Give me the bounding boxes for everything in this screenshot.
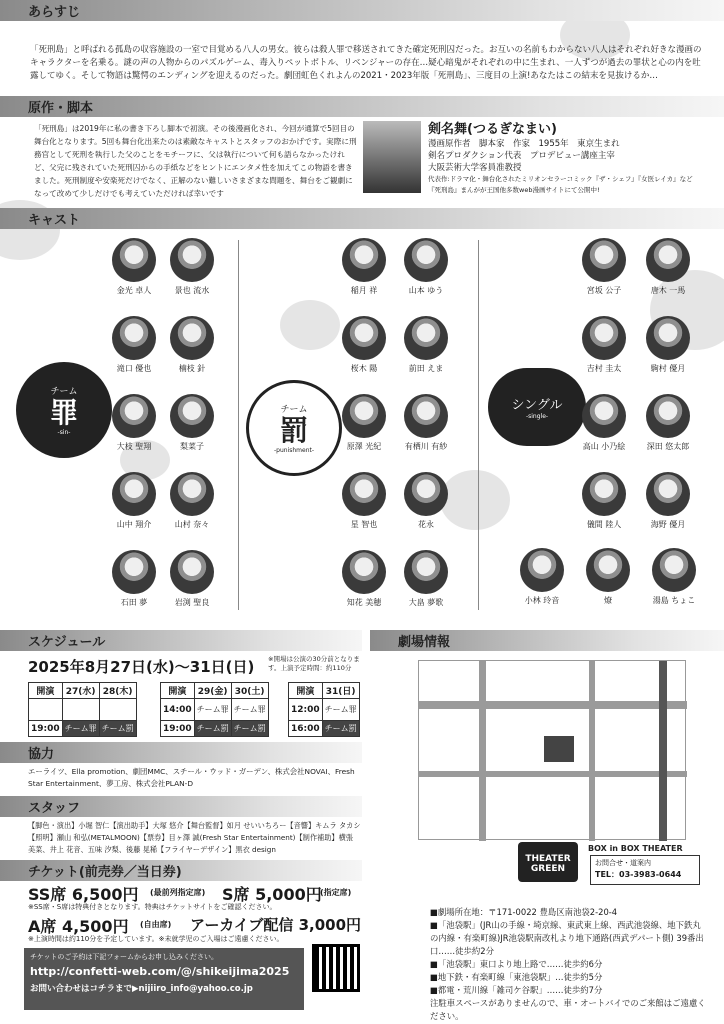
- contact-email-link[interactable]: お問い合わせはコチラまで▶nijiiro_info@yahoo.co.jp: [30, 984, 253, 994]
- single-emblem: [488, 368, 586, 446]
- team-label: チーム: [324, 705, 349, 714]
- day-cell: 31(日): [322, 683, 359, 699]
- team-label: チーム: [233, 724, 258, 733]
- venue-line: ■「池袋駅」東口より地上路で……徒歩約6分: [430, 959, 603, 969]
- cast-member: [396, 316, 456, 374]
- team-cell: [231, 699, 268, 721]
- team-cell: [62, 721, 99, 737]
- open-label: 開演: [29, 683, 63, 699]
- cast-photo: [112, 472, 156, 516]
- author-text: 「死刑島」は2019年に私の書き下ろし脚本で初演。その後漫画化され、今回が通算で5回目の舞台化となります。5回も舞台化出来たのは素敵なキャストとスタッフのおかげです。実際に刑務官として死刑を執行した父のことをモチーフに、父は執行について何も語らなかったけれど、父完に残されていた死刑囚からの手紙などをヒントにエンタメ性を加えてこの物語を書きました。死刑制度や安楽死だけでなく、正解のない難しいさまざまな問題を、舞台をご観劇になって改めて少しだけでも考えていただければ幸いです: [34, 124, 357, 198]
- staff-text: 【脚色・演出】小堀 智仁【演出助手】大塚 悠介【舞台監督】如月 せいいちろー【音響】キムラ タカシ【照明】瀬山 和弘(METALMOON)【票券】目ヶ澤 誠(Fresh Star Entertainment)【制作補助】横張 美菜、井上 花音、五味 汐梨、後藤 晃稀【フライヤーデザイン】黒衣 design: [28, 821, 361, 854]
- cast-name: 燎: [604, 596, 612, 605]
- cast-photo: [652, 548, 696, 592]
- author-line: 剣名プロダクション代表 プロデビュー講座主宰: [428, 151, 615, 161]
- cast-name: 稲月 祥: [350, 286, 378, 295]
- ticket-box: [24, 948, 304, 1010]
- road: [419, 701, 687, 709]
- venue-contact-box: [590, 855, 700, 885]
- cast-member: [334, 394, 394, 452]
- time-cell: 19:00: [29, 721, 63, 737]
- cast-member: [638, 316, 698, 374]
- venue-map: [418, 660, 686, 840]
- ticket-note-1: ※SS席・S席は特典付きとなります。特典はチケットサイトをご確認ください。: [28, 903, 277, 911]
- cast-name: 金光 卓人: [116, 286, 152, 295]
- author-photo: [363, 121, 421, 193]
- team-kanji: 罪: [220, 705, 229, 714]
- cast-name: 駒村 優月: [650, 364, 686, 373]
- author-line: 代表作:ドラマ化・舞台化されたミリオンセラーコミック『ザ・シェフ』『女医レイカ』など: [428, 175, 693, 183]
- cast-member: [396, 238, 456, 296]
- venue-tel: TEL：03-3983-0644: [595, 870, 682, 879]
- cast-name: 大畠 夢歌: [408, 598, 444, 607]
- cast-photo: [404, 316, 448, 360]
- team-cell: [194, 699, 231, 721]
- cooperation-header: [0, 742, 362, 763]
- cast-member: [162, 472, 222, 530]
- cast-name: 桜木 陽: [350, 364, 378, 373]
- author-profile: [428, 121, 718, 196]
- cast-name: 山本 ゆう: [408, 286, 444, 295]
- team-label: チーム: [50, 387, 78, 397]
- author-title: 原作・脚本: [28, 101, 94, 116]
- team-kanji: 罰: [220, 724, 229, 733]
- time-cell: 12:00: [289, 699, 323, 721]
- divider: [238, 240, 239, 610]
- s-note: (指定席): [320, 888, 352, 897]
- cast-name: 景也 流水: [174, 286, 210, 295]
- team-kanji: 罪: [257, 705, 266, 714]
- cast-member: [162, 550, 222, 608]
- cast-member: [638, 472, 698, 530]
- cast-member: [104, 394, 164, 452]
- staff-header: [0, 796, 362, 817]
- cast-member: [334, 238, 394, 296]
- cast-member: [396, 394, 456, 452]
- team-kanji: 罰: [257, 724, 266, 733]
- cast-photo: [112, 550, 156, 594]
- cast-photo: [170, 394, 214, 438]
- team-label: チーム: [324, 724, 349, 733]
- cast-name: 梨菜子: [180, 442, 204, 451]
- cast-name: 有栖川 有紗: [404, 442, 448, 451]
- cast-member: [162, 316, 222, 374]
- cooperation-text: エーライツ、Ella promotion、劇団MMC、スチール・ウッド・ガーデン、株式会社NOVAI、Fresh Star Entertainment、夢工房、株式会社PLAN-D: [28, 767, 355, 788]
- cast-photo: [520, 548, 564, 592]
- venue-line: ■「池袋駅」(JR山の手線・埼京線、東武東上線、西武池袋線、地下鉄丸の内線・有楽町線)JR池袋駅南改札より地下通路(西武デパート側) 39番出口……徒歩約2分: [430, 920, 704, 956]
- time-cell: 14:00: [161, 699, 195, 721]
- archive-price: アーカイブ配信 3,000円: [190, 916, 362, 934]
- cast-member: [574, 394, 634, 452]
- cast-name: 深田 悠太郎: [646, 442, 690, 451]
- venue-line: ■都電・荒川線「雑司ケ谷駅」……徒歩約7分: [430, 985, 603, 995]
- cast-photo: [582, 394, 626, 438]
- synopsis-title: あらすじ: [28, 5, 81, 20]
- team-label: チーム: [101, 724, 126, 733]
- cooperation-title: 協力: [28, 747, 55, 762]
- ss-price: SS席 6,500円: [28, 885, 139, 904]
- cast-name: 滝口 優也: [116, 364, 152, 373]
- cast-photo: [646, 316, 690, 360]
- cast-photo: [404, 394, 448, 438]
- cast-member: [512, 548, 572, 606]
- cast-photo: [646, 394, 690, 438]
- schedule-table-b: [160, 682, 269, 737]
- road: [589, 661, 595, 841]
- s-price: S席 5,000円: [222, 885, 322, 904]
- ticket-title: チケット(前売券／当日券): [28, 865, 182, 880]
- cast-member: [574, 472, 634, 530]
- cast-photo: [170, 316, 214, 360]
- theater-green-logo: THEATER GREEN: [518, 842, 578, 882]
- author-line: 『死刑島』まんがが王国他多数web漫画サイトにて公開中!: [428, 186, 600, 194]
- cast-name: 星 智也: [350, 520, 378, 529]
- day-cell: 29(金): [194, 683, 231, 699]
- cast-name: 知花 美穂: [346, 598, 382, 607]
- team-kanji: 罪: [348, 705, 357, 714]
- cast-name: 楠枝 針: [178, 364, 206, 373]
- team-kanji: 罪: [49, 396, 78, 429]
- cast-photo: [170, 550, 214, 594]
- day-cell: 27(水): [62, 683, 99, 699]
- cast-member: [162, 394, 222, 452]
- day-cell: 28(木): [99, 683, 136, 699]
- cast-photo: [582, 238, 626, 282]
- schedule-title: スケジュール: [28, 635, 106, 650]
- cast-photo: [342, 238, 386, 282]
- cast-member: [104, 316, 164, 374]
- cast-member: [638, 394, 698, 452]
- cast-member: [104, 550, 164, 608]
- ticket-note-2: ※上演時間は約110分を予定しています。※未就学児のご入場はご遠慮ください。: [28, 935, 284, 943]
- cast-member: [334, 472, 394, 530]
- cast-photo: [112, 394, 156, 438]
- cast-photo: [646, 472, 690, 516]
- cast-member: [334, 550, 394, 608]
- team-kanji: 罰: [348, 724, 357, 733]
- cast-member: [396, 472, 456, 530]
- cast-photo: [646, 238, 690, 282]
- cast-member: [104, 238, 164, 296]
- author-header: [0, 96, 724, 117]
- open-label: 開演: [289, 683, 323, 699]
- cast-name: 湯島 ちょこ: [652, 596, 696, 605]
- cast-title: キャスト: [28, 213, 81, 228]
- venue-title: 劇場情報: [398, 635, 451, 650]
- cast-photo: [586, 548, 630, 592]
- cast-member: [574, 238, 634, 296]
- cast-name: 高山 小乃絵: [582, 442, 626, 451]
- cast-photo: [404, 550, 448, 594]
- author-line: 漫画原作者 脚本家 作家 1955年 東京生まれ: [428, 139, 620, 149]
- cast-member: [574, 316, 634, 374]
- author-line: 大阪芸術大学客員准教授: [428, 163, 522, 173]
- cast-photo: [342, 550, 386, 594]
- team-label: チーム: [280, 405, 308, 415]
- road: [479, 661, 486, 841]
- team-label: チーム: [196, 724, 221, 733]
- team-label: チーム: [196, 705, 221, 714]
- team-cell: [322, 699, 359, 721]
- team-sin-emblem: [16, 362, 112, 458]
- team-cell: [99, 721, 136, 737]
- cast-member: [334, 316, 394, 374]
- cast-photo: [342, 472, 386, 516]
- venue-contact-label: お問合せ・道案内: [595, 859, 651, 867]
- synopsis-header: [0, 0, 724, 21]
- team-cell: [231, 721, 268, 737]
- schedule-header: [0, 630, 362, 651]
- cast-photo: [112, 238, 156, 282]
- time-cell: 19:00: [161, 721, 195, 737]
- cast-name: 花永: [418, 520, 434, 529]
- day-cell: 30(土): [231, 683, 268, 699]
- staff-title: スタッフ: [28, 801, 81, 816]
- venue-access: [430, 906, 708, 1023]
- cast-name: 原澤 光紀: [346, 442, 382, 451]
- a-note: (自由席): [140, 920, 172, 929]
- venue-name: BOX in BOX THEATER: [588, 844, 683, 853]
- cast-member: [578, 548, 638, 606]
- cast-photo: [582, 472, 626, 516]
- time-cell: 16:00: [289, 721, 323, 737]
- qr-code[interactable]: [312, 944, 360, 992]
- venue-line: ■地下鉄・有楽町線「東池袋駅」…徒歩約5分: [430, 972, 603, 982]
- cast-name: 前田 えま: [408, 364, 444, 373]
- team-cell: [194, 721, 231, 737]
- team-sub: -single-: [525, 413, 549, 420]
- team-cell: [322, 721, 359, 737]
- rail: [659, 661, 667, 841]
- team-sub: -punishment-: [273, 447, 315, 454]
- cast-member: [644, 548, 704, 606]
- cast-member: [396, 550, 456, 608]
- cast-name: 吉村 圭太: [586, 364, 622, 373]
- schedule-dates: 2025年8月27日(水)〜31日(日): [28, 658, 255, 676]
- ss-note: (最前列指定席): [150, 888, 206, 897]
- cast-name: 大枝 聖翔: [116, 442, 152, 451]
- cast-photo: [582, 316, 626, 360]
- cast-header: [0, 208, 724, 229]
- cast-name: 儀間 陸人: [586, 520, 622, 529]
- cast-name: 山中 翔介: [116, 520, 152, 529]
- team-kanji: 罰: [125, 724, 134, 733]
- team-kanji: 罪: [88, 724, 97, 733]
- schedule-note: ※開場は公演の30分前となります。上演予定時間：約110分: [268, 655, 360, 672]
- team-punishment-emblem: [246, 380, 342, 476]
- team-label: チーム: [233, 705, 258, 714]
- ticket-url-link[interactable]: http://confetti-web.com/@/shikeijima2025: [30, 965, 290, 978]
- a-price: A席 4,500円: [28, 917, 129, 936]
- venue-header: [370, 630, 724, 651]
- synopsis-text: 「死刑島」と呼ばれる孤島の収容施設の一室で目覚める八人の男女。彼らは殺人罪で移送されてきた確定死刑囚だった。お互いの名前もわからない八人はそれぞれ好きな漫画のキャラクターを名乗る。謎の声の人物からのパズルゲーム、毒入りペットボトル、リベンジャーの存在…疑心暗鬼がそれぞれの中に生まれ、一人ずつが過去の罪状と心の内を吐露してゆく。そして物語は驚愕のエンディングを迎えるのだった。劇団虹色くれよんの2021・2023年版「死刑島」、三度目の上演!あなたはこの結末を見抜けるか…: [30, 45, 702, 81]
- ticket-url-lead: チケットのご予約は下記フォームからお申し込みください。: [30, 953, 219, 961]
- team-kanji: 罰: [279, 414, 308, 447]
- cast-photo: [342, 394, 386, 438]
- cast-photo: [404, 238, 448, 282]
- theater-marker: [544, 736, 574, 762]
- venue-line: ■劇場所在地：〒171-0022 豊島区南池袋2-20-4: [430, 907, 618, 917]
- cast-member: [162, 238, 222, 296]
- cast-photo: [112, 316, 156, 360]
- cast-name: 岩渕 聖良: [174, 598, 210, 607]
- open-label: 開演: [161, 683, 195, 699]
- cast-name: 宮坂 公子: [586, 286, 622, 295]
- schedule-table-c: [288, 682, 360, 737]
- divider: [478, 240, 479, 610]
- cast-photo: [404, 472, 448, 516]
- cast-photo: [170, 238, 214, 282]
- cast-name: 海野 優月: [650, 520, 686, 529]
- team-label: シングル: [511, 398, 563, 413]
- cast-name: 石田 夢: [120, 598, 148, 607]
- schedule-table-a: [28, 682, 137, 737]
- cast-name: 小林 玲音: [524, 596, 560, 605]
- team-sub: -sin-: [57, 429, 71, 436]
- cast-photo: [170, 472, 214, 516]
- venue-line: 注駐車スペースがありませんので、車・オートバイでのご来館はご遠慮ください。: [430, 998, 706, 1021]
- road: [419, 771, 687, 777]
- cast-photo: [342, 316, 386, 360]
- author-name: 剣名舞(つるぎなまい): [428, 122, 557, 137]
- team-label: チーム: [64, 724, 89, 733]
- ticket-header: [0, 860, 362, 881]
- cast-member: [638, 238, 698, 296]
- cast-member: [104, 472, 164, 530]
- cast-name: 山村 奈々: [174, 520, 210, 529]
- cast-name: 唐木 一馬: [650, 286, 686, 295]
